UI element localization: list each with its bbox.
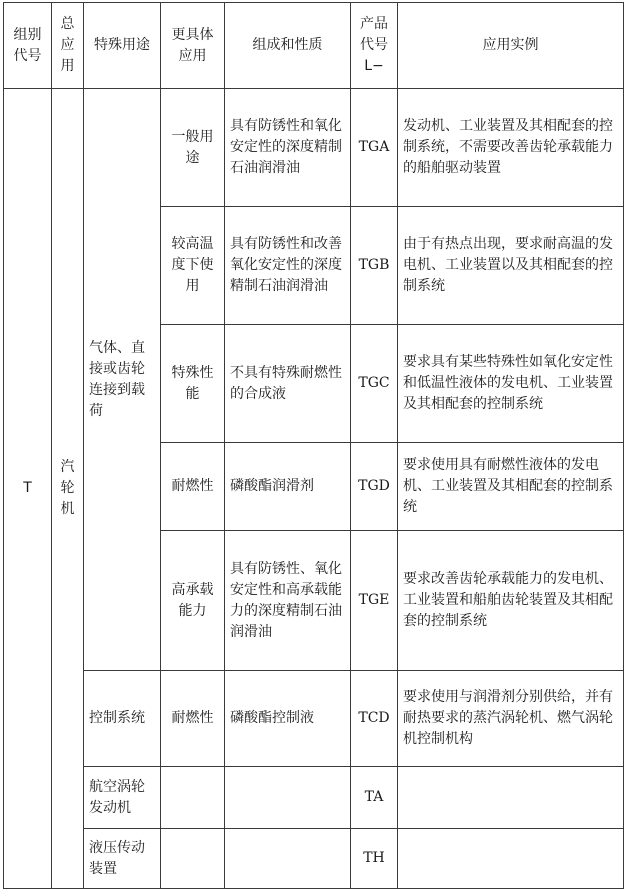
composition-cell: 具有防锈性、氧化安定性和高承载能力的深度精制石油润滑油 [225,531,351,671]
table-row [4,829,624,889]
product-code-cell: TGC [351,325,398,443]
specific-use-cell: 特殊性能 [161,325,225,443]
composition-cell: 具有防锈性和改善氧化安定性的深度精制石油润滑油 [225,207,351,325]
header-specific-use: 更具体应用 [161,3,225,89]
specific-use-cell: 耐燃性 [161,671,225,767]
special-use-cell: 航空涡轮发动机 [84,767,161,829]
table-row [4,89,624,207]
example-cell: 要求改善齿轮承载能力的发电机、工业装置和船舶齿轮装置及其相配套的控制系统 [398,531,624,671]
specific-use-cell: 耐燃性 [161,443,225,531]
general-use-cell: 汽轮机 [52,89,84,889]
composition-cell: 磷酸酯润滑剂 [225,443,351,531]
example-cell: 发动机、工业装置及其相配套的控制系统，不需要改善齿轮承载能力的船舶驱动装置 [398,89,624,207]
example-cell: 要求使用与润滑剂分别供给，并有耐热要求的蒸汽涡轮机、燃气涡轮机控制机构 [398,671,624,767]
specific-use-cell: 高承载能力 [161,531,225,671]
group-code-cell: T [4,89,52,889]
header-general-use: 总应用 [52,3,84,89]
special-use-cell: 控制系统 [84,671,161,767]
header-special-use: 特殊用途 [84,3,161,89]
header-composition: 组成和性质 [225,3,351,89]
composition-cell: 磷酸酯控制液 [225,671,351,767]
product-code-cell: TA [351,767,398,829]
composition-cell: 具有防锈性和氧化安定性的深度精制石油润滑油 [225,89,351,207]
example-cell [398,767,624,829]
product-code-cell: TCD [351,671,398,767]
specific-use-cell: 较高温度下使用 [161,207,225,325]
product-code-cell: TGA [351,89,398,207]
special-use-cell: 液压传动装置 [84,829,161,889]
product-code-cell: TGD [351,443,398,531]
lubricant-spec-table [3,2,624,889]
table-row [4,767,624,829]
composition-cell [225,829,351,889]
product-code-cell: TH [351,829,398,889]
composition-cell [225,767,351,829]
specific-use-cell [161,829,225,889]
header-row [4,3,624,89]
product-code-cell: TGB [351,207,398,325]
specific-use-cell [161,767,225,829]
example-cell [398,829,624,889]
example-cell: 要求使用具有耐燃性液体的发电机、工业装置及其相配套的控制系统 [398,443,624,531]
header-examples: 应用实例 [398,3,624,89]
header-product-code: 产品代号 L− [351,3,398,89]
example-cell: 要求具有某些特殊性如氧化安定性和低温性液体的发电机、工业装置及其相配套的控制系统 [398,325,624,443]
header-group-code: 组别代号 [4,3,52,89]
special-use-cell: 气体、直接或齿轮连接到载荷 [84,89,161,671]
example-cell: 由于有热点出现，要求耐高温的发电机、工业装置以及其相配套的控制系统 [398,207,624,325]
composition-cell: 不具有特殊耐燃性的合成液 [225,325,351,443]
specific-use-cell: 一般用途 [161,89,225,207]
table-row [4,671,624,767]
product-code-cell: TGE [351,531,398,671]
